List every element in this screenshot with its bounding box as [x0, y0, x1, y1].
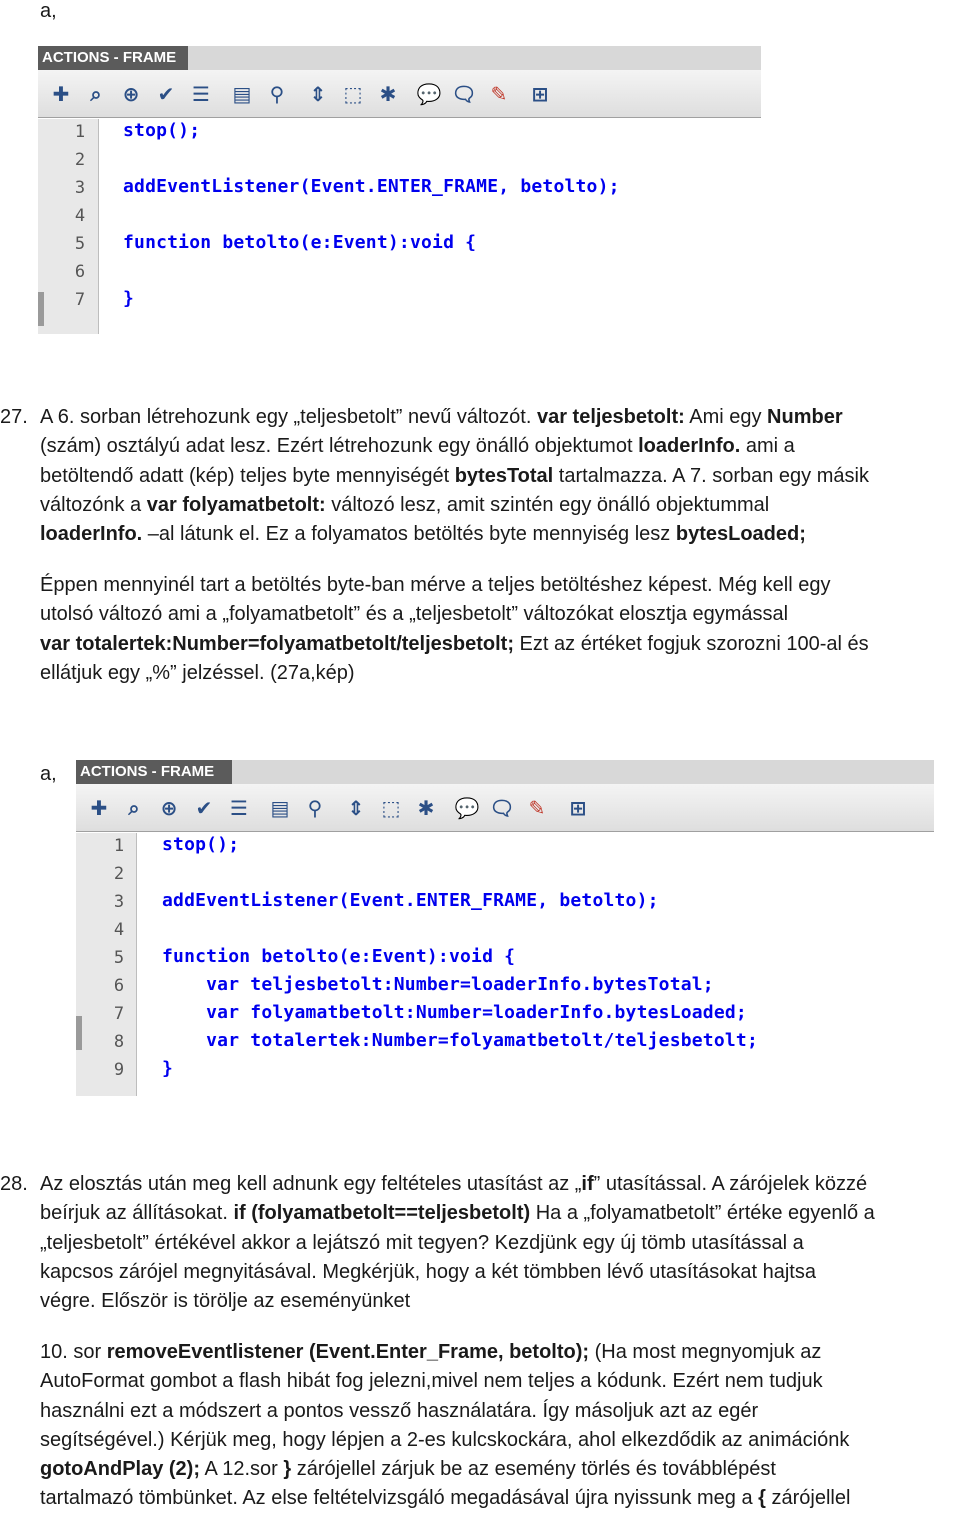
text-run: használni ezt a módszert a pontos vessző használatára. Így másoljuk azt az egér — [40, 1399, 759, 1422]
code-line[interactable]: function betolto(e:Event):void { — [162, 946, 516, 967]
line-number: 6 — [113, 976, 125, 996]
paragraph-28 — [40, 1170, 960, 1316]
collapse-icon[interactable]: ⇕ — [347, 795, 365, 820]
actions-panel-1 — [38, 46, 761, 334]
text-run: Ezt az értéket fogjuk szorozni 100-al és — [514, 632, 869, 655]
text-line — [40, 600, 960, 629]
bold-text: bytesTotal — [454, 464, 554, 487]
hint-icon[interactable]: ▤ — [232, 81, 252, 106]
code-line[interactable]: var folyamatbetolt:Number=loaderInfo.bytesLoaded; — [162, 1002, 747, 1023]
format-icon[interactable]: ☰ — [230, 795, 248, 820]
text-run: (szám) osztályú adat lesz. Ezért létrehozunk egy önálló objektumot — [40, 435, 639, 458]
collapse-selection-icon[interactable]: ⬚ — [343, 81, 363, 106]
text-run: (Ha most megnyomjuk az — [589, 1341, 822, 1363]
text-run: segítségével.) Kérjük meg, hogy lépjen a 2-es kulcskockára, ahol elkezdődik az animációnk — [40, 1428, 850, 1451]
bold-text: { — [758, 1487, 766, 1510]
line-comment-icon[interactable]: 🗨 — [489, 795, 515, 820]
paragraph-27 — [40, 403, 960, 549]
text-run: végre. Először is törölje az eseményünket — [40, 1290, 411, 1313]
scroll-marker[interactable] — [76, 1016, 82, 1050]
code-line[interactable]: } — [162, 1058, 174, 1079]
text-run: „teljesbetolt” értékével akkor a lejátszó mit tegyen? Kezdjünk egy új tömb utasítással a — [40, 1231, 804, 1254]
toggle-panel-icon[interactable]: ⊞ — [531, 81, 549, 106]
bold-text: Number — [767, 406, 843, 428]
debug-icon[interactable]: ⚲ — [269, 81, 285, 106]
line-number: 8 — [113, 1032, 125, 1052]
code-line[interactable]: stop(); — [123, 120, 201, 141]
text-line — [40, 1338, 960, 1367]
bold-text: var totalertek:Number=folyamatbetolt/teljesbetolt; — [40, 632, 514, 655]
line-number: 5 — [74, 234, 86, 254]
hint-icon[interactable]: ▤ — [270, 795, 290, 820]
line-number: 4 — [74, 206, 86, 226]
text-run: zárójellel zárjuk be az esemény törlés és továbblépést — [291, 1458, 776, 1481]
item-number-27: 27. — [0, 406, 28, 428]
code-line[interactable]: stop(); — [162, 834, 240, 855]
text-run: 10. sor — [40, 1341, 107, 1363]
text-line — [40, 403, 960, 432]
text-run: –al látunk el. Ez a folyamatos betöltés byte mennyiség lesz — [142, 523, 676, 546]
uncomment-icon[interactable]: ✎ — [490, 81, 508, 106]
text-line — [40, 1287, 960, 1316]
text-run: betöltendő adatt (kép) teljes byte mennyiségét — [40, 464, 455, 487]
add-icon[interactable]: ✚ — [90, 795, 108, 820]
text-run: tartalmazó tömbünket. Az else feltételvizsgáló megadásával újra nyissunk meg a — [40, 1487, 759, 1510]
text-line — [40, 1426, 960, 1455]
bold-text: loaderInfo. — [638, 435, 741, 458]
text-run: Éppen mennyinél tart a betöltés byte-ban mérve a teljes betöltéshez képest. Még kell egy — [40, 574, 831, 596]
code-line[interactable]: var teljesbetolt:Number=loaderInfo.bytesTotal; — [162, 974, 714, 995]
toggle-panel-icon[interactable]: ⊞ — [569, 795, 587, 820]
code-line[interactable]: addEventListener(Event.ENTER_FRAME, betolto); — [123, 176, 620, 197]
text-line — [40, 1258, 960, 1287]
paragraph-27-continued — [40, 571, 960, 688]
text-line — [40, 1455, 960, 1484]
expand-icon[interactable]: ✱ — [417, 795, 435, 820]
text-run: tartalmazza. A 7. sorban egy másik — [553, 464, 869, 487]
find-icon[interactable]: ⌕ — [90, 81, 102, 106]
line-number: 7 — [74, 290, 86, 310]
line-number: 1 — [74, 122, 86, 142]
code-line[interactable]: function betolto(e:Event):void { — [123, 232, 477, 253]
code-line[interactable]: } — [123, 288, 135, 309]
bold-text: loaderInfo. — [40, 523, 143, 546]
expand-icon[interactable]: ✱ — [379, 81, 397, 106]
bold-text: if — [581, 1173, 594, 1195]
line-number: 1 — [113, 836, 125, 856]
actions-toolbar — [38, 70, 761, 118]
format-icon[interactable]: ☰ — [192, 81, 210, 106]
line-number: 3 — [74, 178, 86, 198]
panel-title: ACTIONS - FRAME — [38, 46, 188, 70]
line-number: 7 — [113, 1004, 125, 1024]
actions-toolbar — [76, 784, 934, 832]
collapse-icon[interactable]: ⇕ — [309, 81, 327, 106]
text-run: beírjuk az állításokat. — [40, 1202, 234, 1225]
check-icon[interactable]: ✔ — [195, 795, 213, 820]
text-run: változó lesz, amit szintén egy önálló objektummal — [325, 493, 770, 516]
code-line[interactable]: addEventListener(Event.ENTER_FRAME, betolto); — [162, 890, 659, 911]
bold-text: } — [283, 1458, 292, 1481]
bold-text: bytesLoaded; — [675, 523, 806, 546]
line-comment-icon[interactable]: 🗨 — [451, 81, 477, 106]
debug-icon[interactable]: ⚲ — [307, 795, 323, 820]
line-number: 2 — [74, 150, 86, 170]
text-line — [40, 462, 960, 491]
text-run: ” utasítással. A zárójelek közzé — [593, 1173, 868, 1195]
text-run: Az elosztás után meg kell adnunk egy feltételes utasítást az „ — [40, 1173, 582, 1195]
text-line — [40, 1484, 960, 1513]
text-line — [40, 491, 960, 520]
bold-text: removeEventlistener (Event.Enter_Frame, betolto); — [106, 1341, 590, 1363]
text-run: Ami egy — [684, 406, 768, 428]
line-number: 2 — [113, 864, 125, 884]
text-run: ellátjuk egy „%” jelzéssel. (27a,kép) — [40, 661, 355, 684]
line-number: 6 — [74, 262, 86, 282]
paragraph-28-continued — [40, 1338, 960, 1514]
bold-text: var teljesbetolt: — [536, 406, 685, 428]
text-run: utolsó változó ami a „folyamatbetolt” és a „teljesbetolt” változókat elosztja egymással — [40, 603, 789, 626]
text-line — [40, 520, 960, 549]
add-icon[interactable]: ✚ — [52, 81, 70, 106]
text-line — [40, 1367, 960, 1396]
text-run: AutoFormat gombot a flash hibát fog jelezni,mivel nem teljes a kódunk. Ezért nem tudjuk — [40, 1370, 823, 1393]
uncomment-icon[interactable]: ✎ — [528, 795, 546, 820]
find-icon[interactable]: ⌕ — [128, 795, 140, 820]
panel-title: ACTIONS - FRAME — [76, 760, 232, 784]
comment-icon[interactable]: 💬 — [454, 795, 480, 820]
line-number: 4 — [113, 920, 125, 940]
text-line — [40, 1397, 960, 1426]
actions-panel-2 — [76, 760, 934, 1096]
text-run: kapcsos zárójel megnyitásával. Megkérjük, hogy a két tömbben lévő utasításokat hajtsa — [40, 1260, 816, 1283]
text-line — [40, 1199, 960, 1228]
item-number-28: 28. — [0, 1173, 28, 1195]
line-number: 5 — [113, 948, 125, 968]
text-run: A 12.sor — [200, 1458, 284, 1481]
bold-text: var folyamatbetolt: — [146, 493, 326, 516]
target-icon[interactable]: ⊕ — [122, 81, 140, 106]
target-icon[interactable]: ⊕ — [160, 795, 178, 820]
text-run: A 6. sorban létrehozunk egy „teljesbetolt” nevű változót. — [40, 406, 537, 428]
text-line — [40, 1170, 960, 1199]
figure-label-top: a, — [40, 0, 57, 22]
text-run: zárójellel — [765, 1487, 851, 1510]
check-icon[interactable]: ✔ — [157, 81, 175, 106]
figure-label-mid: a, — [40, 763, 57, 785]
comment-icon[interactable]: 💬 — [416, 81, 442, 106]
text-line — [40, 630, 960, 659]
bold-text: if (folyamatbetolt==teljesbetolt) — [233, 1202, 531, 1225]
code-line[interactable]: var totalertek:Number=folyamatbetolt/teljesbetolt; — [162, 1030, 758, 1051]
text-line — [40, 1229, 960, 1258]
text-run: Ha a „folyamatbetolt” értéke egyenlő a — [530, 1202, 875, 1225]
line-number: 3 — [113, 892, 125, 912]
text-line — [40, 432, 960, 461]
line-number: 9 — [113, 1060, 125, 1080]
text-line — [40, 571, 960, 600]
text-run: ami a — [740, 435, 795, 458]
text-run: változónk a — [40, 493, 147, 516]
text-line — [40, 659, 960, 688]
collapse-selection-icon[interactable]: ⬚ — [381, 795, 401, 820]
scroll-marker[interactable] — [38, 292, 44, 326]
bold-text: gotoAndPlay (2); — [40, 1458, 200, 1481]
